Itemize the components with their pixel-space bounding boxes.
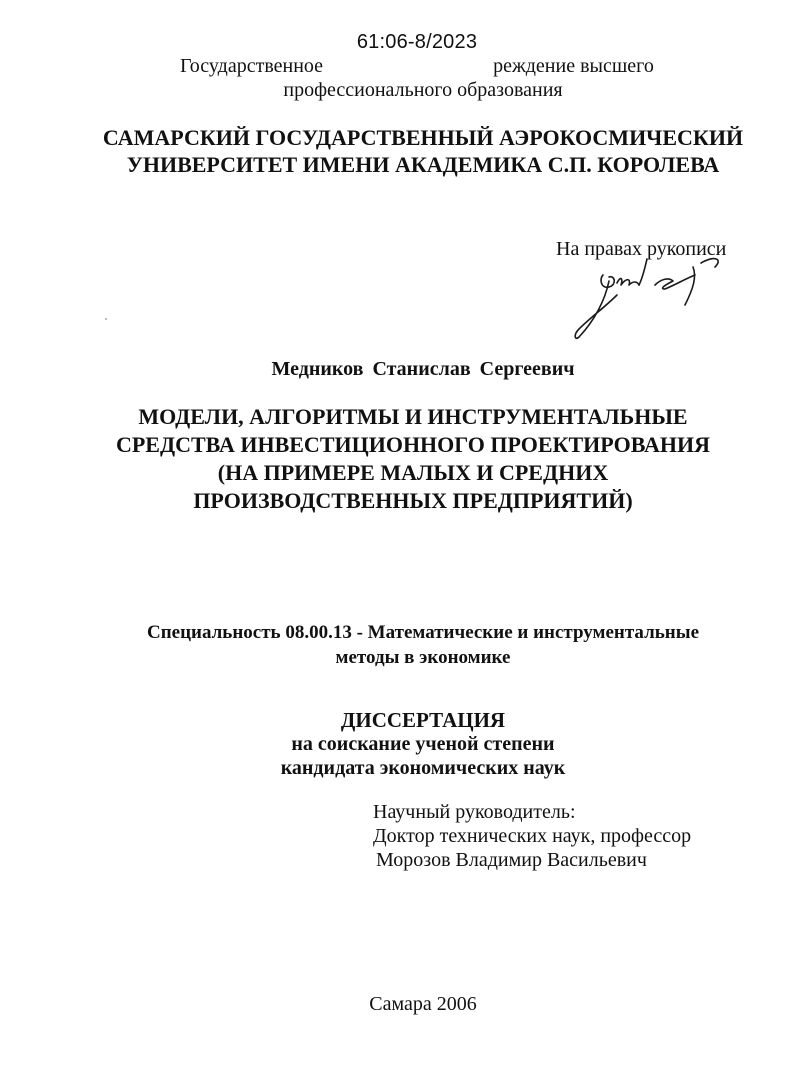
advisor-degree: Доктор технических наук, профессор (373, 825, 692, 847)
scan-speck (105, 318, 107, 320)
city-year: Самара 2006 (369, 993, 477, 1015)
thesis-title-line-2: СРЕДСТВА ИНВЕСТИЦИОННОГО ПРОЕКТИРОВАНИЯ (115, 432, 710, 457)
institution-line-2: профессионального образования (283, 79, 563, 101)
author-name: Медников Станислав Сергеевич (271, 358, 575, 380)
dissertation-block (0, 708, 798, 780)
dissertation-heading: ДИССЕРТАЦИЯ (340, 708, 506, 732)
thesis-title-line-3: (НА ПРИМЕРЕ МАЛЫХ И СРЕДНИХ (217, 460, 609, 485)
manuscript-rights-note: На правах рукописи (556, 238, 727, 260)
institution-line-1-left: Государственное (180, 55, 324, 77)
archive-stamp-number: 61:06-8/2023 (356, 31, 478, 53)
institution-line-1-right: реждение высшего (493, 55, 654, 77)
institution-line-1 (180, 55, 654, 78)
dissertation-field-line: кандидата экономических наук (280, 757, 566, 779)
dissertation-degree-line: на соискание ученой степени (291, 733, 555, 755)
thesis-title-line-4: ПРОИЗВОДСТВЕННЫХ ПРЕДПРИЯТИЙ) (193, 488, 633, 513)
university-name-line-1: САМАРСКИЙ ГОСУДАРСТВЕННЫЙ АЭРОКОСМИЧЕСКИЙ (102, 125, 744, 150)
handwritten-signature (565, 245, 745, 345)
specialty (0, 620, 798, 670)
thesis-title-line-1: МОДЕЛИ, АЛГОРИТМЫ И ИНСТРУМЕНТАЛЬНЫЕ (138, 404, 688, 429)
advisor-name: Морозов Владимир Васильевич (376, 849, 647, 871)
specialty-line-2: методы в экономике (335, 647, 511, 668)
university-name-line-2: УНИВЕРСИТЕТ ИМЕНИ АКАДЕМИКА С.П. КОРОЛЕВА (126, 152, 720, 177)
university-name (0, 124, 798, 178)
thesis-title (0, 403, 798, 515)
specialty-line-1: Специальность 08.00.13 - Математические и инструментальные (146, 622, 700, 643)
scientific-advisor (373, 800, 691, 872)
advisor-label: Научный руководитель: (373, 801, 576, 823)
